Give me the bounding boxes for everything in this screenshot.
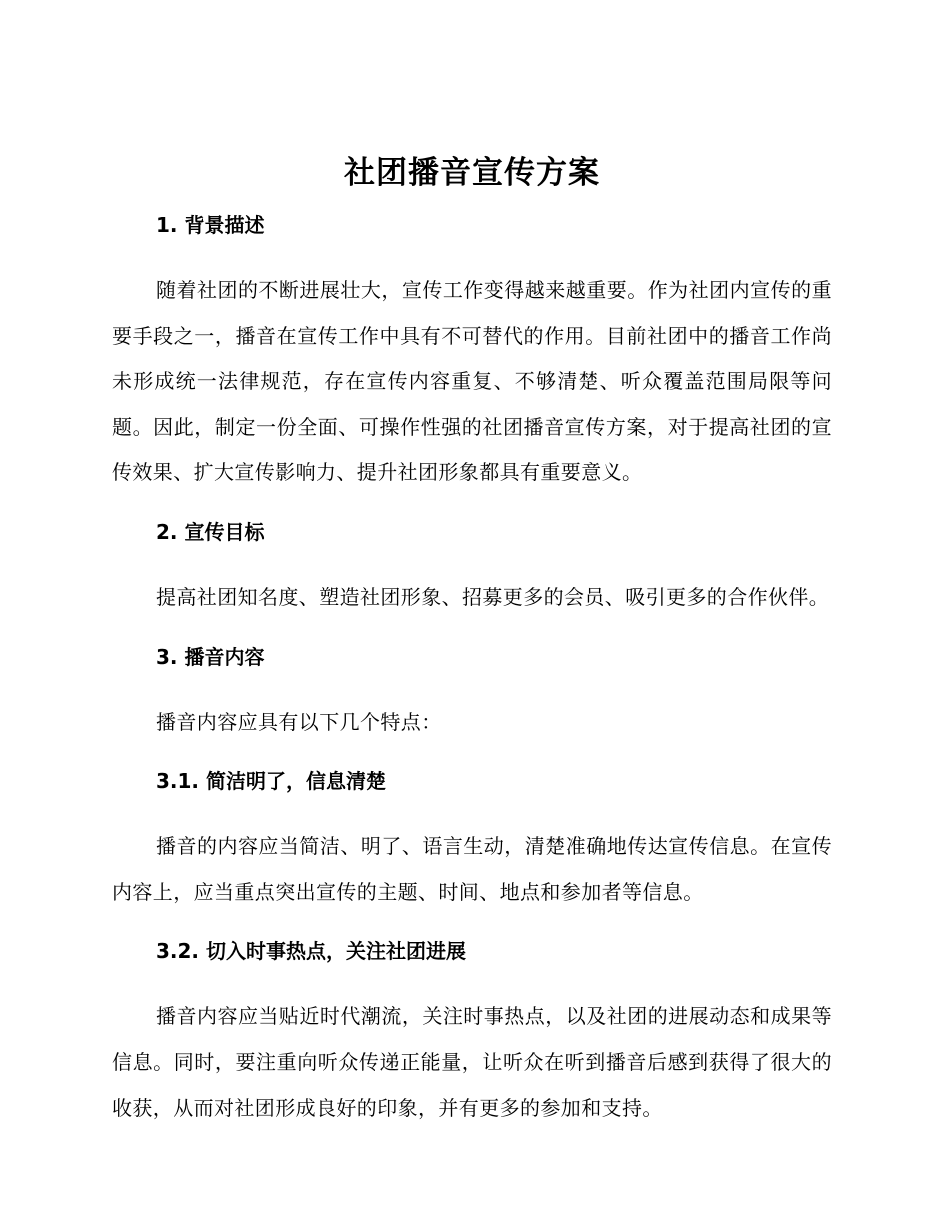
section-paragraph-background: 随着社团的不断进展壮大，宣传工作变得越来越重要。作为社团内宣传的重要手段之一，播音在宣传工作中具有不可替代的作用。目前社团中的播音工作尚未形成统一法律规范，存在宣传内容重复、不够清楚、听众覆盖范围局限等问题。因此，制定一份全面、可操作性强的社团播音宣传方案，对于提高社团的宣传效果、扩大宣传影响力、提升社团形象都具有重要意义。	[112, 278, 832, 485]
document-page	[112, 150, 832, 1131]
document-title: 社团播音宣传方案	[344, 155, 600, 191]
section-heading-background: 1. 背景描述	[156, 213, 265, 237]
section-paragraph-hot-topics: 播音内容应当贴近时代潮流，关注时事热点，以及社团的进展动态和成果等信息。同时，要注重向听众传递正能量，让听众在听到播音后感到获得了很大的收获，从而对社团形成良好的印象，并有更多的参加和支持。	[112, 1004, 832, 1120]
section-paragraph-content: 播音内容应具有以下几个特点：	[156, 709, 442, 734]
section-heading-hot-topics: 3.2. 切入时事热点，关注社团进展	[156, 939, 466, 964]
section-heading-concise: 3.1. 简洁明了，信息清楚	[156, 769, 386, 794]
section-paragraph-goals: 提高社团知名度、塑造社团形象、招募更多的会员、吸引更多的合作伙伴。	[156, 584, 830, 609]
section-heading-content: 3. 播音内容	[156, 644, 265, 669]
section-paragraph-concise: 播音的内容应当简洁、明了、语言生动，清楚准确地传达宣传信息。在宣传内容上，应当重点突出宣传的主题、时间、地点和参加者等信息。	[112, 834, 832, 904]
section-heading-goals: 2. 宣传目标	[156, 519, 265, 544]
